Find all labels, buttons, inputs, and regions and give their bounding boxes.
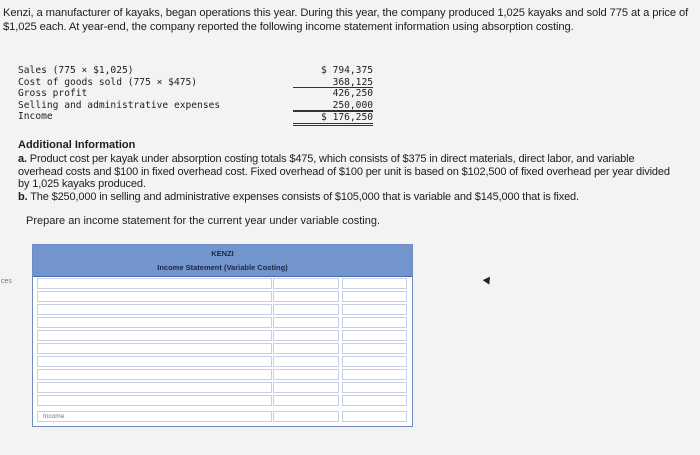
row-total-input[interactable] [342,278,407,289]
statement-amount: 426,250 [332,88,373,100]
worksheet-row [37,382,407,393]
variable-costing-worksheet [32,244,413,427]
row-amount-input[interactable] [273,278,339,289]
worksheet-row [37,343,407,354]
statement-row-selling-admin [18,100,373,112]
additional-info-body [18,153,678,203]
worksheet-row [37,369,407,380]
row-total-input[interactable] [342,330,407,341]
worksheet-company: KENZI [211,249,234,258]
row-amount-input[interactable] [273,369,339,380]
row-total-input[interactable] [342,356,407,367]
row-total-input[interactable] [342,343,407,354]
additional-info-title: Additional Information [18,139,136,151]
row-label-input[interactable] [37,291,272,302]
row-amount-input[interactable] [273,343,339,354]
row-label-input[interactable] [37,330,272,341]
worksheet-row [37,395,407,406]
statement-row-income [18,111,373,123]
row-label-input[interactable] [37,356,272,367]
row-label-input[interactable] [37,382,272,393]
row-total-input[interactable] [342,304,407,315]
income-total-input[interactable] [342,411,407,422]
problem-intro: Kenzi, a manufacturer of kayaks, began operations this year. During this year, the company produced 1,025 kayaks and sold 775 at a price of $1,025 each. At year-end, the company reported the following income statement information using absorption costing. [3,7,689,33]
statement-label: Cost of goods sold (775 × $475) [18,76,198,88]
row-amount-input[interactable] [273,330,339,341]
worksheet-row [37,317,407,328]
item-a-text: Product cost per kayak under absorption costing totals $475, which consists of $375 in direct materials, direct labor, and variable overhead costs and $100 in fixed overhead cost. Fixed overhead of $100 per unit is based on $102,500 of fixed overhead per year divided by 1,025 kayaks produced. [18,153,670,190]
row-label-input[interactable] [37,317,272,328]
statement-label: Sales (775 × $1,025) [18,65,134,76]
task-prompt: Prepare an income statement for the current year under variable costing. [26,215,381,227]
row-total-input[interactable] [342,369,407,380]
worksheet-row [37,291,407,302]
statement-amount: 250,000 [293,100,373,112]
worksheet-row [37,278,407,289]
statement-amount: 368,125 [293,77,373,89]
row-total-input[interactable] [342,395,407,406]
row-total-input[interactable] [342,291,407,302]
row-amount-input[interactable] [273,395,339,406]
statement-row-cogs [18,77,373,89]
worksheet-row-income [37,411,407,422]
item-a-prefix: a. [18,153,27,165]
row-total-input[interactable] [342,317,407,328]
worksheet-row [37,330,407,341]
row-total-input[interactable] [342,382,407,393]
statement-row-gross-profit [18,88,373,100]
worksheet-title: Income Statement (Variable Costing) [157,263,288,272]
statement-label: Gross profit [18,88,88,100]
row-label-input[interactable] [37,395,272,406]
row-amount-input[interactable] [273,356,339,367]
statement-row-sales [18,65,373,77]
item-b-text: The $250,000 in selling and administrative expenses consists of $105,000 that is variable and $145,000 that is fixed. [30,190,579,203]
row-amount-input[interactable] [273,317,339,328]
side-tab-label: ces [1,278,12,285]
row-amount-input[interactable] [273,304,339,315]
additional-item-a [18,153,678,191]
mouse-cursor-icon [483,274,494,284]
statement-amount: $ 176,250 [293,111,373,126]
row-label-input[interactable] [37,343,272,354]
row-label-input[interactable] [37,278,272,289]
statement-amount: $ 794,375 [321,65,373,76]
additional-item-b [18,191,678,204]
income-row-label: Income [37,411,272,422]
row-label-input[interactable] [37,304,272,315]
statement-label: Selling and administrative expenses [18,99,221,111]
row-label-input[interactable] [37,369,272,380]
worksheet-row [37,356,407,367]
item-b-prefix: b. [18,190,28,203]
absorption-income-statement [18,65,373,123]
worksheet-row [37,304,407,315]
row-amount-input[interactable] [273,291,339,302]
worksheet-header [33,245,412,277]
income-amount-input[interactable] [273,411,339,422]
row-amount-input[interactable] [273,382,339,393]
statement-label: Income [18,111,53,123]
